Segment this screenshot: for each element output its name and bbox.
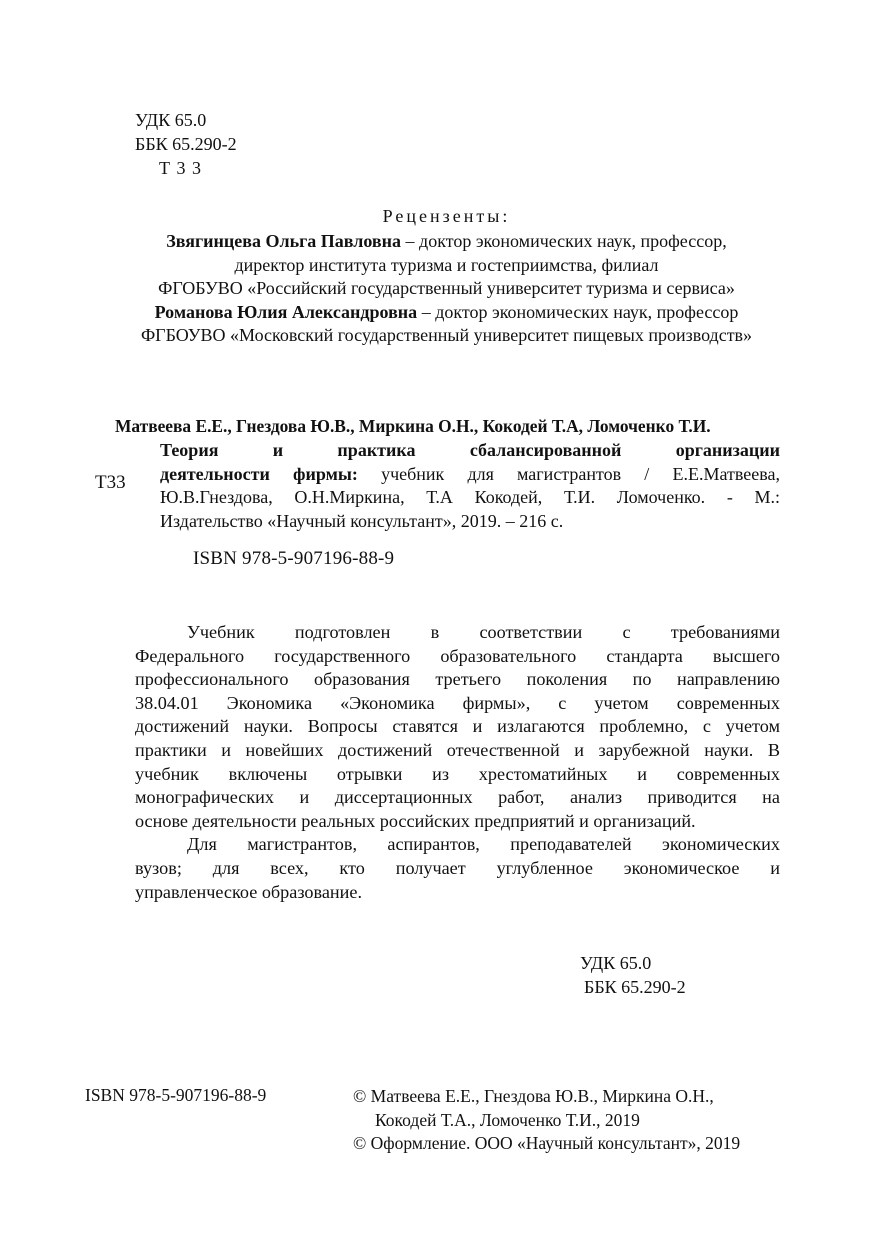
copyright-authors: © Матвеева Е.Е., Гнездова Ю.В., Миркина О.Н.,	[353, 1086, 714, 1106]
record-line: Ю.В.Гнездова, О.Н.Миркина, Т.А Кокодей, Т.И. Ломоченко. - М.:	[160, 487, 780, 507]
bibliographic-record	[160, 439, 780, 533]
footer-udk-code: УДК 65.0	[580, 953, 652, 973]
reviewer-1-degree: – доктор экономических наук, профессор,	[401, 231, 727, 251]
annotation-line: управленческое образование.	[135, 881, 363, 902]
annotation-line: монографических и диссертационных работ, анализ приводится на	[135, 787, 780, 808]
annotation-line: практики и новейших достижений отечественной и зарубежной науки. В	[135, 739, 780, 760]
reviewer-2-name: Романова Юлия Александровна	[154, 301, 418, 322]
reviewer-2-organization: ФГБОУВО «Московский государственный университет пищевых производств»	[140, 325, 753, 345]
reviewer-2	[0, 301, 875, 325]
author-mark: Т 3 3	[159, 158, 202, 178]
annotation-line: Учебник подготовлен в соответствии с требованиями	[187, 622, 780, 642]
record-publisher-line: Издательство «Научный консультант», 2019. – 216 с.	[160, 510, 564, 531]
annotation	[135, 621, 780, 904]
bbk-code: ББК 65.290-2	[135, 134, 237, 154]
annotation-line: 38.04.01 Экономика «Экономика фирмы», с учетом современных	[135, 692, 780, 713]
annotation-line: достижений науки. Вопросы ставятся и излагаются проблемно, с учетом	[135, 716, 780, 737]
reviewers-block	[0, 230, 875, 348]
reviewers-heading: Рецензенты:	[382, 206, 511, 226]
annotation-line: основе деятельности реальных российских предприятий и организаций.	[135, 810, 696, 831]
record-isbn: ISBN 978-5-907196-88-9	[193, 548, 395, 569]
footer-classification-codes	[580, 951, 686, 999]
record-line	[160, 463, 780, 487]
copyright-design: © Оформление. ООО «Научный консультант», 2019	[353, 1133, 741, 1153]
annotation-line: учебник включены отрывки из хрестоматийных и современных	[135, 763, 780, 784]
reviewer-1-organization: ФГОБУВО «Российский государственный университет туризма и сервиса»	[158, 278, 735, 298]
record-authors: Матвеева Е.Е., Гнездова Ю.В., Миркина О.Н., Кокодей Т.А, Ломоченко Т.И.	[115, 416, 711, 436]
reviewer-1-position: директор института туризма и гостеприимства, филиал	[234, 254, 659, 275]
annotation-line: профессионального образования третьего поколения по направлению	[135, 669, 780, 690]
annotation-line: вузов; для всех, кто получает углубленное экономическое и	[135, 857, 780, 878]
reviewer-1-name: Звягинцева Ольга Павловна	[166, 231, 402, 251]
record-author-mark: Т33	[95, 472, 126, 493]
reviewer-2-degree: – доктор экономических наук, профессор	[417, 301, 739, 322]
record-description: учебник для магистрантов / Е.Е.Матвеева,	[357, 463, 780, 484]
header-classification-codes	[135, 108, 237, 180]
reviewer-1	[0, 230, 875, 254]
copyright-block	[353, 1085, 740, 1156]
udk-code: УДК 65.0	[135, 110, 207, 130]
record-title-line: Теория и практика сбалансированной организации	[160, 440, 780, 460]
footer-bbk-code: ББК 65.290-2	[584, 977, 686, 997]
annotation-line: Для магистрантов, аспирантов, преподавателей экономических	[187, 834, 780, 855]
record-title-end: деятельности фирмы:	[160, 463, 358, 484]
annotation-line: Федерального государственного образовательного стандарта высшего	[135, 645, 780, 666]
copyright-authors-cont: Кокодей Т.А., Ломоченко Т.И., 2019	[375, 1109, 640, 1130]
footer-isbn: ISBN 978-5-907196-88-9	[85, 1085, 267, 1105]
